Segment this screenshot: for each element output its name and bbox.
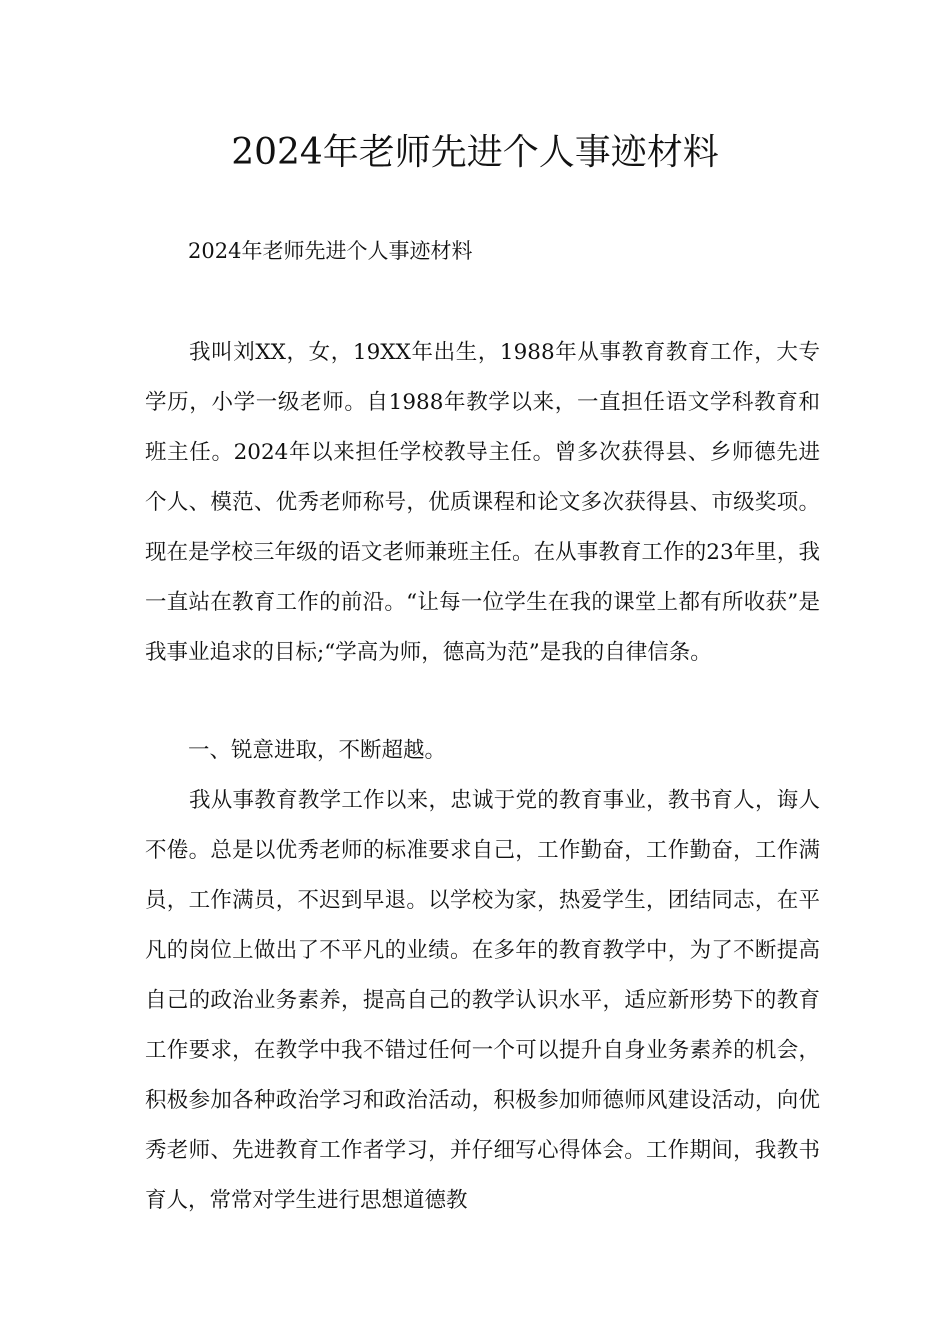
document-title: 2024年老师先进个人事迹材料 [231,132,719,173]
paragraph-intro: 我叫刘XX，女，19XX年出生，1988年从事教育教育工作，大专学历，小学一级老师。自1988年教学以来，一直担任语文学科教育和班主任。2024年以来担任学校教导主任。曾多次获得县、乡师德先进个人、模范、优秀老师称号，优质课程和论文多次获得县、市级奖项。现在是学校三年级的语文老师兼班主任。在从事教育工作的23年里，我一直站在教育工作的前沿。“让每一位学生在我的课堂上都有所收获”是我事业追求的目标;“学高为师，德高为范”是我的自律信条。 [145,340,820,665]
section-heading: 一、锐意进取，不断超越。 [188,738,447,763]
paragraph-section-1: 我从事教育教学工作以来，忠诚于党的教育事业，教书育人，诲人不倦。总是以优秀老师的标准要求自己，工作勤奋，工作勤奋，工作满员，工作满员，不迟到早退。以学校为家，热爱学生，团结同志，在平凡的岗位上做出了不平凡的业绩。在多年的教育教学中，为了不断提高自己的政治业务素养，提高自己的教学认识水平，适应新形势下的教育工作要求，在教学中我不错过任何一个可以提升自身业务素养的机会，积极参加各种政治学习和政治活动，积极参加师德师风建设活动，向优秀老师、先进教育工作者学习，并仔细写心得体会。工作期间，我教书育人，常常对学生进行思想道德教 [145,788,820,1213]
document-subtitle: 2024年老师先进个人事迹材料 [188,239,473,263]
